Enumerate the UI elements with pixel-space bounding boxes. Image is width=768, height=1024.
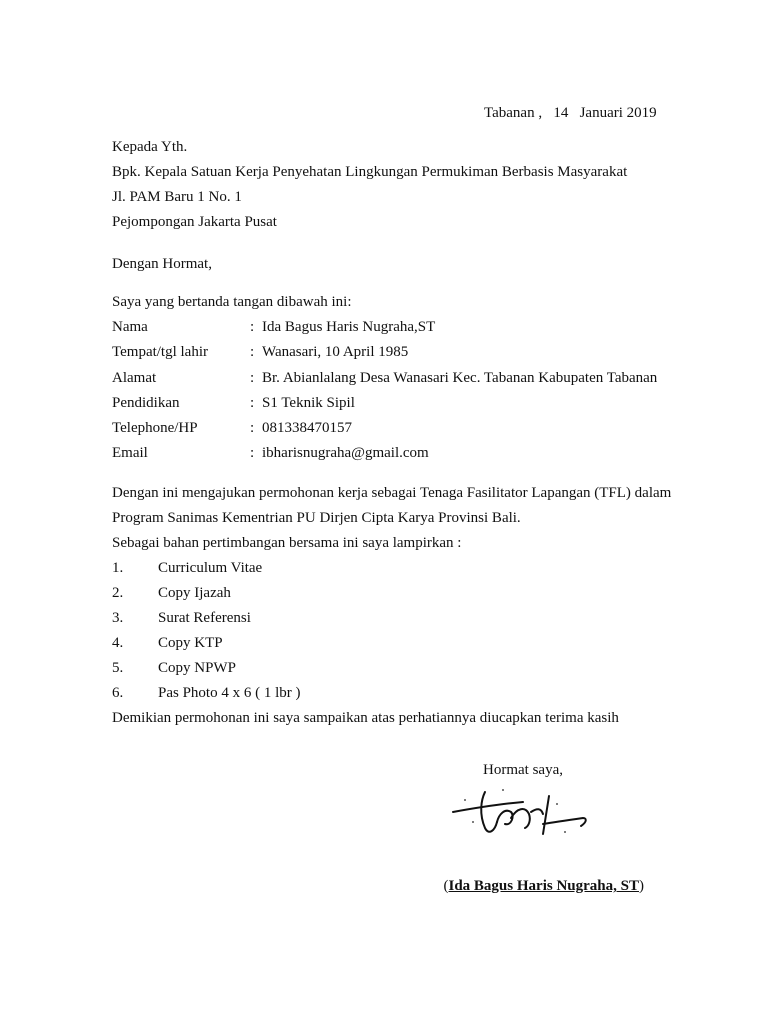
identity-label-pendidikan: Pendidikan bbox=[112, 395, 180, 411]
signature-block bbox=[436, 864, 644, 894]
list-item: Pas Photo 4 x 6 ( 1 lbr ) bbox=[158, 685, 301, 701]
identity-colon: : bbox=[250, 395, 255, 411]
identity-colon: : bbox=[250, 370, 255, 386]
recipient-line-2: Jl. PAM Baru 1 No. 1 bbox=[112, 189, 242, 205]
list-item-number: 1. bbox=[112, 560, 124, 576]
identity-colon: : bbox=[250, 420, 255, 436]
recipient-salutation: Kepada Yth. bbox=[112, 139, 188, 155]
identity-value-alamat: Br. Abianlalang Desa Wanasari Kec. Tabanan Kabupaten Tabanan bbox=[262, 370, 658, 386]
identity-colon: : bbox=[250, 344, 255, 360]
identity-colon: : bbox=[250, 445, 255, 461]
body-line-2: Program Sanimas Kementrian PU Dirjen Cipta Karya Provinsi Bali. bbox=[112, 510, 521, 526]
intro-text: Saya yang bertanda tangan dibawah ini: bbox=[112, 294, 352, 310]
list-item-number: 6. bbox=[112, 685, 124, 701]
identity-value-nama: Ida Bagus Haris Nugraha,ST bbox=[262, 319, 436, 335]
signoff: Hormat saya, bbox=[483, 762, 563, 778]
list-item: Surat Referensi bbox=[158, 610, 251, 626]
identity-value-email: ibharisnugraha@gmail.com bbox=[262, 445, 429, 461]
identity-value-telephone: 081338470157 bbox=[262, 420, 352, 436]
identity-label-nama: Nama bbox=[112, 319, 148, 335]
identity-label-telephone: Telephone/HP bbox=[112, 420, 198, 436]
list-item: Copy NPWP bbox=[158, 660, 236, 676]
identity-value-pendidikan: S1 Teknik Sipil bbox=[262, 395, 355, 411]
open-paren: ( bbox=[443, 878, 449, 894]
list-item-number: 3. bbox=[112, 610, 124, 626]
list-item: Copy KTP bbox=[158, 635, 223, 651]
closing-text: Demikian permohonan ini saya sampaikan atas perhatiannya diucapkan terima kasih bbox=[112, 710, 619, 726]
recipient-line-1: Bpk. Kepala Satuan Kerja Penyehatan Lingkungan Permukiman Berbasis Masyarakat bbox=[112, 164, 628, 180]
attachments-intro: Sebagai bahan pertimbangan bersama ini saya lampirkan : bbox=[112, 535, 462, 551]
handwritten-signature bbox=[445, 778, 595, 848]
close-paren: ) bbox=[638, 878, 644, 894]
identity-colon: : bbox=[250, 319, 255, 335]
identity-value-ttl: Wanasari, 10 April 1985 bbox=[262, 344, 409, 360]
greeting: Dengan Hormat, bbox=[112, 256, 212, 272]
list-item-number: 4. bbox=[112, 635, 124, 651]
identity-label-alamat: Alamat bbox=[112, 370, 157, 386]
identity-label-ttl: Tempat/tgl lahir bbox=[112, 344, 209, 360]
list-item-number: 2. bbox=[112, 585, 124, 601]
list-item: Copy Ijazah bbox=[158, 585, 231, 601]
place-date: Tabanan , 14 Januari 2019 bbox=[484, 105, 657, 121]
identity-label-email: Email bbox=[112, 445, 148, 461]
body-line-1: Dengan ini mengajukan permohonan kerja sebagai Tenaga Fasilitator Lapangan (TFL) dalam bbox=[112, 485, 672, 501]
list-item: Curriculum Vitae bbox=[158, 560, 263, 576]
recipient-line-3: Pejompongan Jakarta Pusat bbox=[112, 214, 277, 230]
list-item-number: 5. bbox=[112, 660, 124, 676]
signatory-name: Ida Bagus Haris Nugraha, ST bbox=[448, 878, 639, 894]
